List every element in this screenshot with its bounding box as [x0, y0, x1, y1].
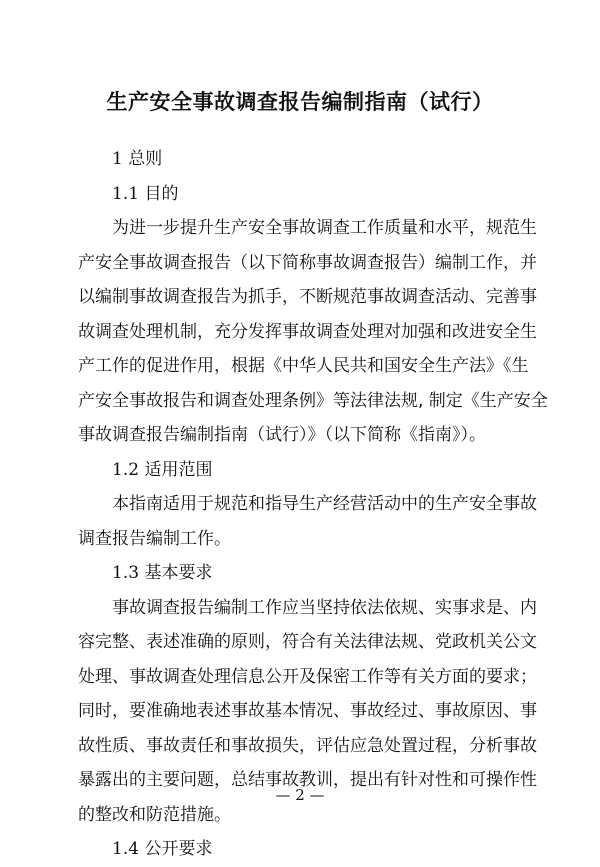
- section-number: 1.3: [112, 563, 140, 583]
- section-heading-1-2: [78, 453, 518, 488]
- paragraph-line: 以编制事故调查报告为抓手，不断规范事故调查活动、完善事: [78, 287, 537, 307]
- paragraph-line: 暴露出的主要问题，总结事故教训，提出有针对性和可操作性: [78, 770, 537, 790]
- section-number: 1.1: [112, 183, 140, 204]
- section-number: 1.2: [112, 459, 140, 480]
- paragraph-line: 故性质、事故责任和事故损失，评估应急处置过程，分析事故: [78, 735, 537, 756]
- paragraph-line: 本指南适用于规范和指导生产经营活动中的生产安全事故: [112, 494, 537, 514]
- paragraph-line: 同时，要准确地表述事故基本情况、事故经过、事故原因、事: [78, 701, 537, 721]
- paragraph-line: 产安全事故调查报告（以下简称事故调查报告）编制工作，并: [78, 252, 537, 273]
- section-title: 公开要求: [144, 839, 213, 859]
- paragraph-line: 为进一步提升生产安全事故调查工作质量和水平，规范生: [112, 218, 537, 238]
- section-heading-1: [78, 142, 518, 177]
- paragraph-line: 事故调查报告编制指南（试行）》（以下简称《指南》）。: [78, 425, 486, 445]
- section-number: 1: [112, 149, 123, 169]
- page-number: — 2 —: [275, 786, 325, 804]
- section-title: 适用范围: [144, 459, 213, 480]
- document-body: [78, 142, 548, 867]
- paragraph-line: 产工作的促进作用，根据《中华人民共和国安全生产法》《生: [78, 356, 529, 376]
- document-title: 生产安全事故调查报告编制指南（试行）: [106, 90, 494, 114]
- paragraph-line: 的整改和防范措施。: [78, 804, 231, 825]
- section-heading-1-3: [78, 556, 518, 591]
- paragraph-line: 容完整、表述准确的原则，符合有关法律法规、党政机关公文: [78, 632, 537, 652]
- paragraph-line: 事故调查报告编制工作应当坚持依法依规、实事求是、内: [112, 597, 537, 618]
- paragraph-line: 处理、事故调查处理信息公开及保密工作等有关方面的要求；: [78, 666, 537, 687]
- paragraph-line: 调查报告编制工作。: [78, 528, 231, 549]
- section-number: 1.4: [112, 839, 140, 859]
- section-title: 基本要求: [144, 563, 213, 583]
- section-heading-1-4: [78, 832, 518, 867]
- paragraph-line: 产安全事故报告和调查处理条例》等法律法规, 制定《生产安全: [78, 390, 548, 411]
- section-heading-1-1: [78, 177, 518, 212]
- section-title: 总则: [128, 149, 163, 169]
- paragraph-line: 故调查处理机制，充分发挥事故调查处理对加强和改进安全生: [78, 321, 537, 342]
- section-title: 目的: [144, 183, 179, 204]
